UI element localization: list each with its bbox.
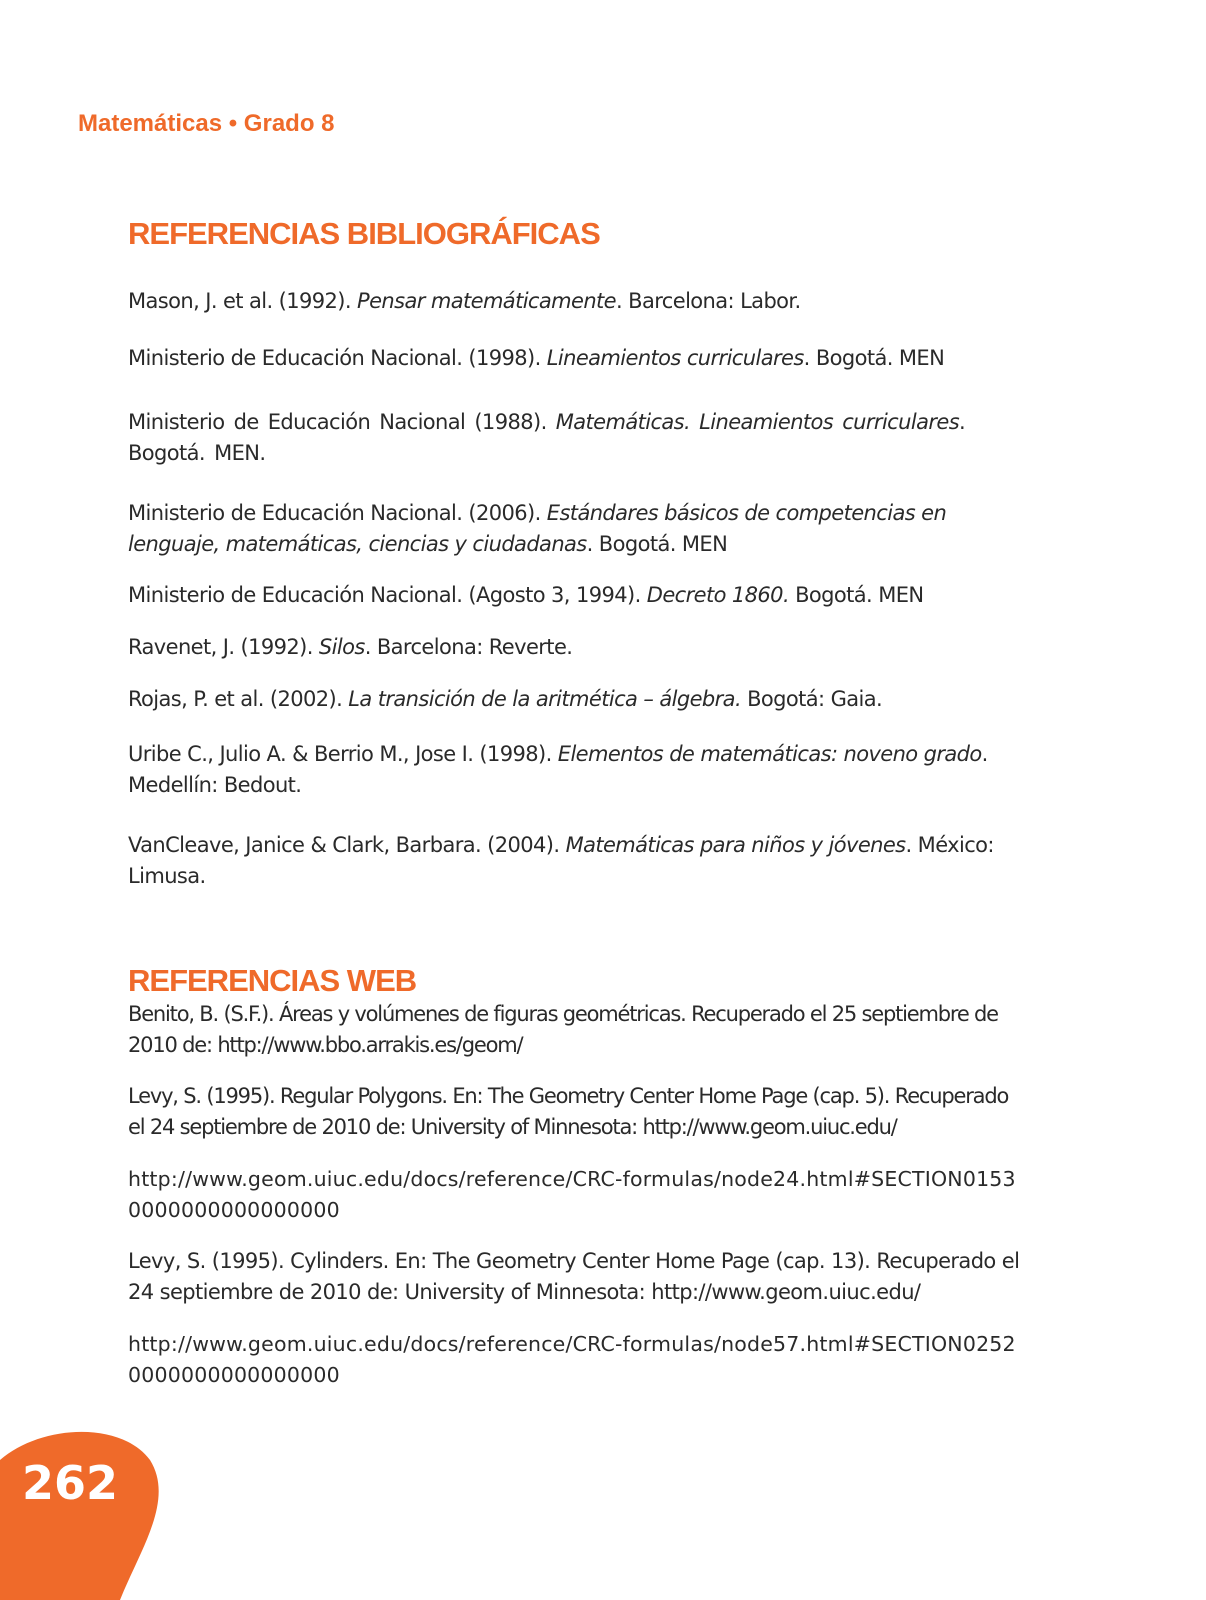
reference-item: Ministerio de Educación Nacional (1988). Matemáticas. Lineamientos curriculares. Bogotá. MEN. (128, 410, 966, 465)
web-reference-item: Benito, B. (S.F.). Áreas y volúmenes de figuras geométricas. Recuperado el 25 septiembre de 2010 de: http://www.bbo.arrakis.es/geom/ (128, 1002, 998, 1057)
page-number: 262 (22, 1456, 119, 1510)
reference-item: Ravenet, J. (1992). Silos. Barcelona: Reverte. (128, 635, 573, 659)
reference-item: Ministerio de Educación Nacional. (2006). Estándares básicos de competencias en lenguaje, matemáticas, ciencias y ciudadanas. Bogotá. MEN (128, 501, 947, 556)
web-reference-item: Levy, S. (1995). Cylinders. En: The Geometry Center Home Page (cap. 13). Recuperado el 24 septiembre de 2010 de: University of Minnesota: http://www.geom.uiuc.edu/ (128, 1249, 1020, 1304)
section-title-bibliographic: REFERENCIAS BIBLIOGRÁFICAS (128, 216, 600, 251)
running-head: Matemáticas • Grado 8 (78, 110, 335, 137)
section-title-web: REFERENCIAS WEB (128, 963, 417, 998)
reference-item: Uribe C., Julio A. & Berrio M., Jose I. (1998). Elementos de matemáticas: noveno grado. Medellín: Bedout. (128, 742, 988, 797)
reference-item: Mason, J. et al. (1992). Pensar matemáticamente. Barcelona: Labor. (128, 289, 801, 313)
reference-item: Rojas, P. et al. (2002). La transición de la aritmética – álgebra. Bogotá: Gaia. (128, 687, 883, 711)
web-reference-url[interactable]: http://www.geom.uiuc.edu/docs/reference/CRC-formulas/node57.html#SECTION02520000000000000000 (128, 1332, 1016, 1387)
reference-item: Ministerio de Educación Nacional. (1998). Lineamientos curriculares. Bogotá. MEN (128, 346, 945, 370)
reference-item: VanCleave, Janice & Clark, Barbara. (2004). Matemáticas para niños y jóvenes. México: Limusa. (128, 833, 994, 888)
reference-item: Ministerio de Educación Nacional. (Agosto 3, 1994). Decreto 1860. Bogotá. MEN (128, 583, 924, 607)
web-reference-item: Levy, S. (1995). Regular Polygons. En: The Geometry Center Home Page (cap. 5). Recuperado el 24 septiembre de 2010 de: University of Minnesota: http://www.geom.uiuc.edu/ (128, 1084, 1009, 1139)
web-reference-url[interactable]: http://www.geom.uiuc.edu/docs/reference/CRC-formulas/node24.html#SECTION01530000000000000000 (128, 1167, 1016, 1222)
